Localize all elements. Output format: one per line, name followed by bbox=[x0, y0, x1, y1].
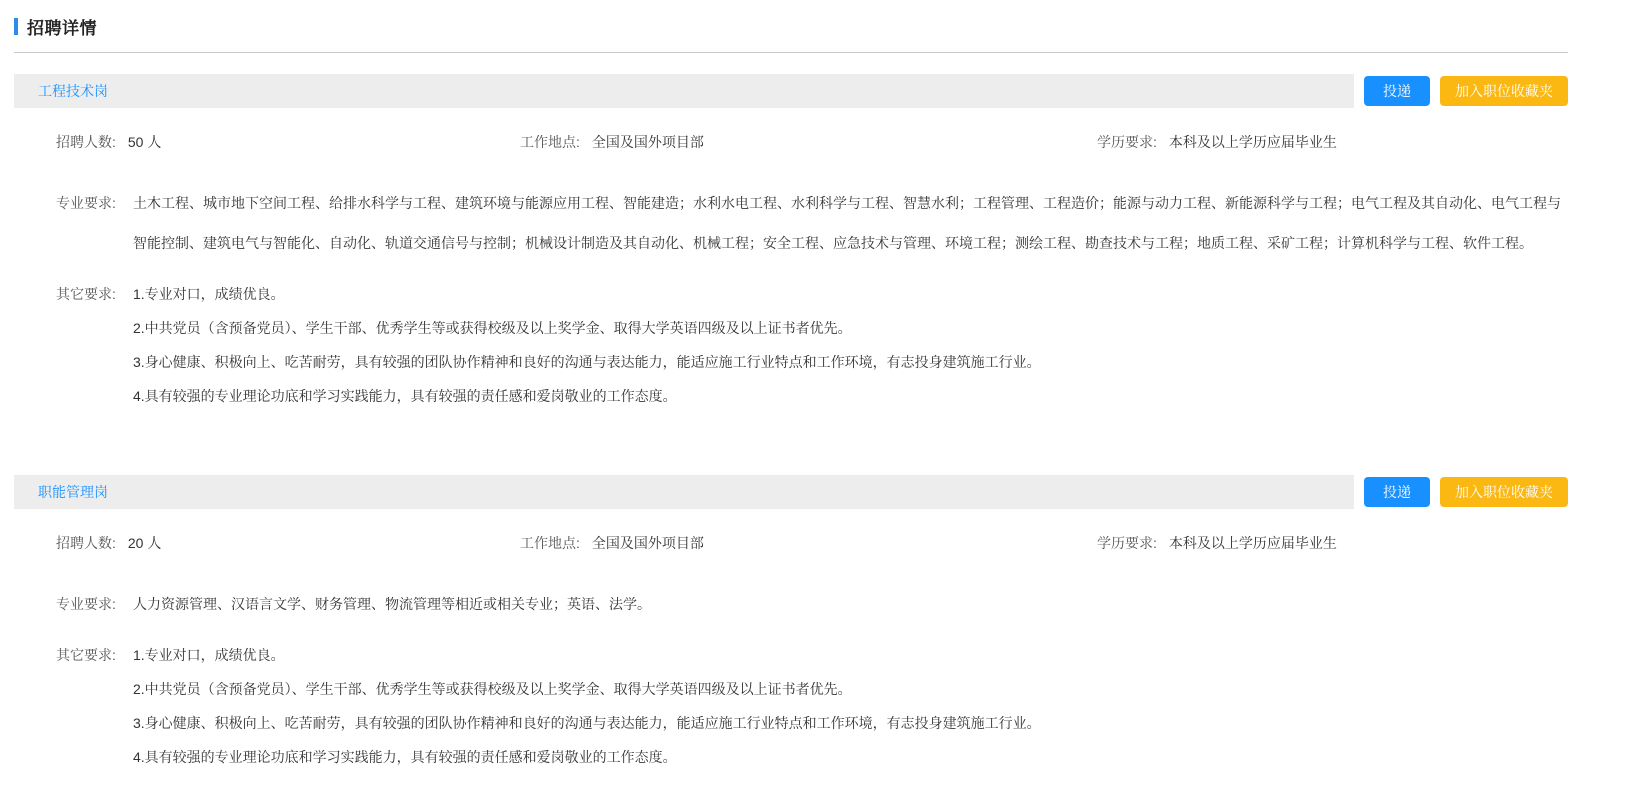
other-requirements-list bbox=[133, 638, 1568, 774]
page-header bbox=[14, 0, 1568, 39]
other-requirement-item: 3.身心健康、积极向上、吃苦耐劳，具有较强的团队协作精神和良好的沟通与表达能力，能适应施工行业特点和工作环境，有志投身建筑施工行业。 bbox=[133, 354, 1041, 370]
other-requirement-item: 1.专业对口，成绩优良。 bbox=[133, 286, 285, 302]
recruitment-detail-page bbox=[14, 0, 1568, 774]
location-label: 工作地点: bbox=[520, 535, 580, 551]
major-requirements-block bbox=[14, 584, 1568, 624]
job-card bbox=[14, 475, 1568, 774]
job-title-bar bbox=[14, 74, 1354, 108]
headcount-label: 招聘人数: bbox=[56, 134, 116, 150]
favorite-button[interactable]: 加入职位收藏夹 bbox=[1440, 477, 1568, 507]
job-info-row bbox=[14, 132, 1568, 152]
other-requirement-item: 2.中共党员（含预备党员）、学生干部、优秀学生等或获得校级及以上奖学金、取得大学英语四级及以上证书者优先。 bbox=[133, 681, 852, 697]
apply-button[interactable]: 投递 bbox=[1364, 76, 1430, 106]
education-field bbox=[1097, 132, 1337, 152]
other-requirements-list bbox=[133, 277, 1568, 413]
other-requirement-item: 2.中共党员（含预备党员）、学生干部、优秀学生等或获得校级及以上奖学金、取得大学英语四级及以上证书者优先。 bbox=[133, 320, 852, 336]
other-label: 其它要求: bbox=[56, 286, 116, 302]
page-title: 招聘详情 bbox=[27, 19, 97, 38]
education-label: 学历要求: bbox=[1097, 134, 1157, 150]
other-requirement-item: 4.具有较强的专业理论功底和学习实践能力，具有较强的责任感和爱岗敬业的工作态度。 bbox=[133, 749, 677, 765]
other-requirement-item: 3.身心健康、积极向上、吃苦耐劳，具有较强的团队协作精神和良好的沟通与表达能力，能适应施工行业特点和工作环境，有志投身建筑施工行业。 bbox=[133, 715, 1041, 731]
section-divider bbox=[14, 52, 1568, 53]
location-field bbox=[520, 132, 1097, 152]
favorite-button[interactable]: 加入职位收藏夹 bbox=[1440, 76, 1568, 106]
location-label: 工作地点: bbox=[520, 134, 580, 150]
education-value: 本科及以上学历应届毕业生 bbox=[1168, 134, 1337, 150]
headcount-label: 招聘人数: bbox=[56, 535, 116, 551]
education-field bbox=[1097, 533, 1337, 553]
job-header-row bbox=[14, 475, 1568, 509]
major-text: 土木工程、城市地下空间工程、给排水科学与工程、建筑环境与能源应用工程、智能建造；水利水电工程、水利科学与工程、智慧水利；工程管理、工程造价；能源与动力工程、新能源科学与工程；电气工程及其自动化、电气工程与智能控制、建筑电气与智能化、自动化、轨道交通信号与控制；机械设计制造及其自动化、机械工程；安全工程、应急技术与管理、环境工程；测绘工程、勘查技术与工程；地质工程、采矿工程；计算机科学与工程、软件工程。 bbox=[133, 195, 1561, 251]
apply-button[interactable]: 投递 bbox=[1364, 477, 1430, 507]
headcount-field bbox=[56, 533, 520, 553]
headcount-value: 50 人 bbox=[127, 134, 162, 150]
other-requirement-item: 4.具有较强的专业理论功底和学习实践能力，具有较强的责任感和爱岗敬业的工作态度。 bbox=[133, 388, 677, 404]
major-requirements-block bbox=[14, 183, 1568, 263]
other-requirements-block bbox=[14, 638, 1568, 774]
major-text: 人力资源管理、汉语言文学、财务管理、物流管理等相近或相关专业；英语、法学。 bbox=[133, 596, 651, 612]
location-field bbox=[520, 533, 1097, 553]
location-value: 全国及国外项目部 bbox=[591, 134, 704, 150]
other-requirements-block bbox=[14, 277, 1568, 413]
location-value: 全国及国外项目部 bbox=[591, 535, 704, 551]
education-value: 本科及以上学历应届毕业生 bbox=[1168, 535, 1337, 551]
job-title-bar bbox=[14, 475, 1354, 509]
other-requirement-item: 1.专业对口，成绩优良。 bbox=[133, 647, 285, 663]
education-label: 学历要求: bbox=[1097, 535, 1157, 551]
headcount-field bbox=[56, 132, 520, 152]
job-info-row bbox=[14, 533, 1568, 553]
other-label: 其它要求: bbox=[56, 647, 116, 663]
headcount-value: 20 人 bbox=[127, 535, 162, 551]
job-header-row bbox=[14, 74, 1568, 108]
major-label: 专业要求: bbox=[56, 596, 116, 612]
major-label: 专业要求: bbox=[56, 195, 116, 211]
title-accent-bar bbox=[14, 18, 18, 35]
job-title-link[interactable]: 职能管理岗 bbox=[38, 484, 108, 500]
job-title-link[interactable]: 工程技术岗 bbox=[38, 83, 108, 99]
job-card bbox=[14, 74, 1568, 413]
